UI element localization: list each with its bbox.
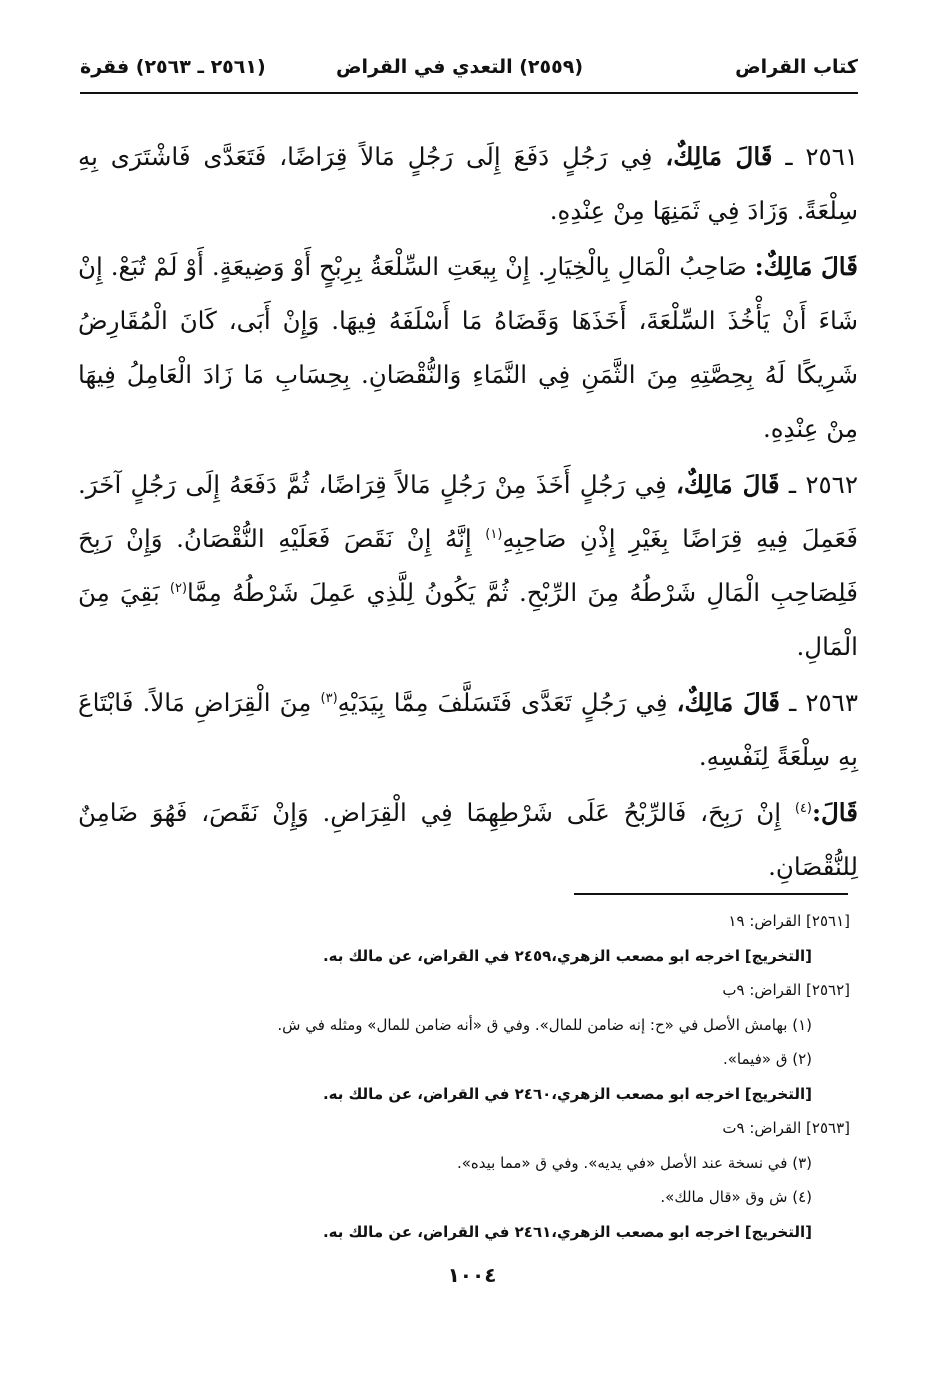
footnote-reference: [٢٥٦٢] القراض: ٩ب	[722, 981, 850, 999]
paragraph-text: إِنْ رَبِحَ، فَالرِّبْحُ عَلَى شَرْطِهِمَا فِي الْقِرَاضِ. وَإِنْ نَقَصَ، فَهُوَ ضَامِنٌ لِلنُّقْصَانِ.	[78, 798, 858, 881]
footnote-marker: (١)	[485, 527, 503, 542]
takhrij-note	[100, 1215, 850, 1250]
paragraph-text: بَقِيَ مِنَ الْمَالِ.	[78, 578, 858, 661]
takhrij-text: اخرجه ابو مصعب الزهري،٢٤٥٩ في القراض، عن مالك به.	[322, 946, 741, 965]
page-number: ١٠٠٤	[447, 1263, 497, 1287]
takhrij-note	[100, 939, 850, 974]
paragraph-2561-ruling	[78, 240, 858, 456]
footnote-reference: [٢٥٦١] القراض: ١٩	[728, 912, 850, 930]
header-divider	[80, 92, 858, 94]
takhrij-label: [التخريج]	[744, 1222, 812, 1241]
paragraph-text: مِنَ الْقِرَاضِ مَالاً. فَابْتَاعَ بِهِ سِلْعَةً لِنَفْسِهِ.	[78, 688, 858, 771]
footnote-marker: (٣)	[320, 691, 338, 706]
header-book-title: كتاب القراض	[735, 56, 858, 78]
main-text	[78, 130, 858, 896]
footnote-marker: (٤)	[794, 801, 812, 816]
running-header	[80, 48, 858, 88]
paragraph-number: ٢٥٦١ ـ	[785, 142, 859, 171]
footnote-item: (٣) في نسخة عند الأصل «في يديه». وفي ق «مما بيده».	[456, 1153, 812, 1172]
paragraph-2563-ruling	[78, 786, 858, 894]
speaker: قَالَ مَالِكٌ،	[676, 688, 781, 717]
speaker: قَالَ:	[811, 798, 858, 827]
paragraph-2563	[78, 676, 858, 784]
footnote-item: (٢) ق «فيما».	[722, 1050, 812, 1068]
footnote-marker: (٢)	[169, 581, 188, 596]
takhrij-text: اخرجه ابو مصعب الزهري،٢٤٦٠ في القراض، عن مالك به.	[322, 1084, 741, 1103]
takhrij-label: [التخريج]	[744, 1084, 812, 1103]
paragraph-number: ٢٥٦٢ ـ	[788, 470, 858, 499]
header-chapter-title: (٢٥٥٩) التعدي في القراض	[336, 56, 583, 78]
footnote-item: (٤) ش وق «قال مالك».	[660, 1188, 812, 1206]
footnote-item: (١) بهامش الأصل في «ح: إنه ضامن للمال». وفي ق «أنه ضامن للمال» ومثله في ش.	[277, 1015, 812, 1034]
takhrij-text: اخرجه ابو مصعب الزهري،٢٤٦١ في القراض، عن مالك به.	[322, 1222, 741, 1241]
speaker: قَالَ مَالِكٌ،	[676, 470, 780, 499]
takhrij-label: [التخريج]	[744, 946, 812, 965]
header-paragraph-range: (٢٥٦١ ـ ٢٥٦٣) فقرة	[80, 56, 266, 78]
paragraph-text: صَاحِبُ الْمَالِ بِالْخِيَارِ. إِنْ بِيعَتِ السِّلْعَةُ بِرِبْحٍ أَوْ وَضِيعَةٍ. أَوْ لَمْ تُبَعْ. إِنْ شَاءَ أَنْ يَأْخُذَ السِّلْعَةَ، أَخَذَهَا وَقَضَاهُ مَا أَسْلَفَهُ فِيهَا. وَإِنْ أَبَى، كَانَ الْمُقَارِضُ شَرِيكًا لَهُ بِحِصَّتِهِ مِنَ الثَّمَنِ فِي النَّمَاءِ وَالنُّقْصَانِ. بِحِسَابِ مَا زَادَ الْعَامِلُ فِيهَا مِنْ عِنْدِهِ.	[78, 252, 858, 443]
takhrij-note	[100, 1077, 850, 1112]
paragraph-number: ٢٥٦٣ ـ	[789, 688, 858, 717]
paragraph-2562	[78, 458, 858, 674]
footnote-divider	[574, 893, 848, 895]
footnote-reference: [٢٥٦٣] القراض: ٩ت	[722, 1119, 850, 1137]
paragraph-text: إِنَّهُ إِنْ نَقَصَ فَعَلَيْهِ النُّقْصَانُ. وَإِنْ رَبِحَ فَلِصَاحِبِ الْمَالِ شَرْطُهُ مِنَ الرِّبْحِ. ثُمَّ يَكُونُ لِلَّذِي عَمِلَ شَرْطُهُ مِمَّا	[78, 524, 858, 607]
footnotes	[100, 904, 850, 1249]
speaker: قَالَ مَالِكٌ،	[665, 142, 773, 171]
paragraph-text: فِي رَجُلٍ أَخَذَ مِنْ رَجُلٍ مَالاً قِرَاضًا، ثُمَّ دَفَعَهُ إِلَى رَجُلٍ آخَرَ. فَعَمِلَ فِيهِ قِرَاضًا بِغَيْرِ إِذْنِ صَاحِبِهِ	[78, 470, 858, 553]
speaker: قَالَ مَالِكٌ:	[754, 252, 858, 281]
paragraph-text: فِي رَجُلٍ دَفَعَ إِلَى رَجُلٍ مَالاً قِرَاضًا، فَتَعَدَّى فَاشْتَرَى بِهِ سِلْعَةً. وَزَادَ فِي ثَمَنِهَا مِنْ عِنْدِهِ.	[78, 142, 858, 225]
paragraph-2561	[78, 130, 858, 238]
paragraph-text: فِي رَجُلٍ تَعَدَّى فَتَسَلَّفَ مِمَّا بِيَدَيْهِ	[337, 688, 668, 717]
